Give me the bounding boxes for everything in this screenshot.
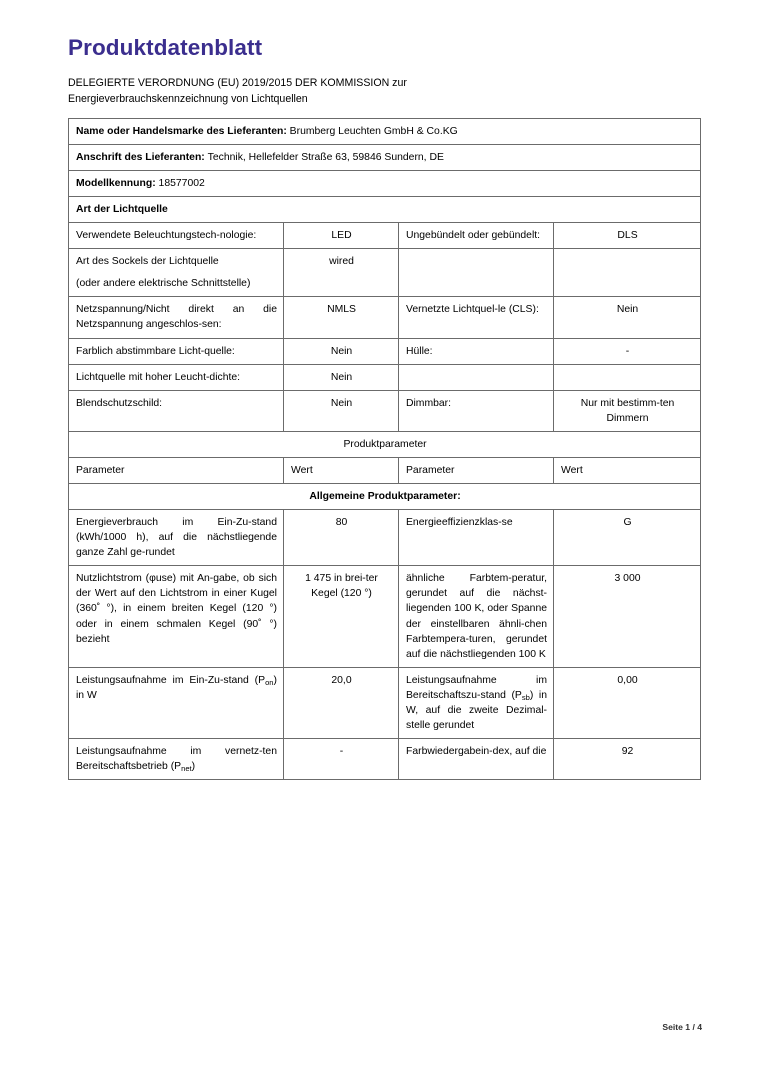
cell-value: 80 [284,510,399,566]
section-header-light-source: Art der Lichtquelle [69,197,701,223]
cell-value: Nein [554,297,701,338]
model-label: Modellkennung: [76,177,156,189]
cell-label-subscript: sb [521,692,530,702]
cell-value: 3 000 [554,566,701,667]
section-header-product-parameters: Produktparameter [69,431,701,457]
cell-label: Verwendete Beleuchtungstech-nologie: [69,223,284,249]
cell-label-subscript: on [265,677,274,687]
cell-label: Farbwiedergabein-dex, auf die [399,739,554,780]
cell-label: ähnliche Farbtem-peratur, gerundet auf die nächst-liegenden 100 K, oder Spanne der einstellbaren ähnli-chen Farbtempera-turen, gerundet auf die nächstliegenden 100 K [399,566,554,667]
cell-value [554,249,701,297]
table-row [69,566,701,667]
cell-label: Farblich abstimmbare Licht-quelle: [69,338,284,364]
supplier-name-label: Name oder Handelsmarke des Lieferanten: [76,125,287,137]
cell-value: Nur mit bestimm-ten Dimmern [554,390,701,431]
table-row-section-general-parameters [69,483,701,509]
intro-line-1: DELEGIERTE VERORDNUNG (EU) 2019/2015 DER KOMMISSION zur [68,77,407,89]
supplier-address-cell [69,144,701,170]
model-cell [69,170,701,196]
table-row [69,338,701,364]
cell-value: G [554,510,701,566]
table-row [69,390,701,431]
cell-label [399,364,554,390]
cell-label [399,249,554,297]
table-row-section-light-source [69,197,701,223]
cell-label [69,667,284,738]
product-data-table [68,118,701,780]
intro-line-2: Energieverbrauchskennzeichnung von Lichtquellen [68,93,308,106]
cell-label-pre: Leistungsaufnahme im Bereitschaftszu-stand (P [406,674,547,701]
cell-value: Nein [284,338,399,364]
cell-label: Nutzlichtstrom (φuse) mit An-gabe, ob sich der Wert auf den Lichtstrom in einer Kugel (360˚ °), in einem breiten Kegel (120 °) oder in einem schmalen Kegel (90˚ °) bezieht [69,566,284,667]
page-footer: Seite 1 / 4 [662,1022,702,1032]
supplier-name-value: Brumberg Leuchten GmbH & Co.KG [289,125,458,137]
column-header-parameter-2: Parameter [399,457,554,483]
supplier-name-cell [69,118,701,144]
cell-value: Nein [284,390,399,431]
cell-label [399,667,554,738]
cell-value: - [284,739,399,780]
cell-label: Dimmbar: [399,390,554,431]
cell-value: 1 475 in brei-ter Kegel (120 °) [284,566,399,667]
cell-label-pre: Leistungsaufnahme im vernetz-ten Bereitschaftsbetrieb (P [76,746,277,773]
cell-value: LED [284,223,399,249]
section-header-general-parameters: Allgemeine Produktparameter: [69,483,701,509]
cell-label-subscript: net [181,764,192,774]
cell-value: - [554,338,701,364]
table-row [69,739,701,780]
cell-value [554,364,701,390]
cell-label [69,739,284,780]
table-row-parameter-header [69,457,701,483]
column-header-value-1: Wert [284,457,399,483]
regulation-intro [68,75,704,108]
cell-label [69,249,284,297]
table-row-section-product-parameters [69,431,701,457]
cell-label-post: ) [191,761,196,773]
table-row [69,364,701,390]
cell-label: Lichtquelle mit hoher Leucht-dichte: [69,364,284,390]
table-row [69,510,701,566]
cell-label-line-2: (oder andere elektrische Schnittstelle) [76,278,251,290]
supplier-address-label: Anschrift des Lieferanten: [76,151,205,163]
cell-label-line-1: Art des Sockels der Lichtquelle [76,256,219,268]
cell-label: Hülle: [399,338,554,364]
cell-label-post: ) in W [76,674,277,701]
cell-value: Nein [284,364,399,390]
column-header-value-2: Wert [554,457,701,483]
cell-value: 0,00 [554,667,701,738]
table-row [69,297,701,338]
table-row-supplier-name [69,118,701,144]
cell-label-pre: Leistungsaufnahme im Ein-Zu-stand (P [76,674,266,686]
cell-label: Ungebündelt oder gebündelt: [399,223,554,249]
cell-label: Energieverbrauch im Ein-Zu-stand (kWh/1000 h), auf die nächstliegende ganze Zahl ge-rundet [69,510,284,566]
cell-value: 20,0 [284,667,399,738]
cell-label: Vernetzte Lichtquel-le (CLS): [399,297,554,338]
page-title: Produktdatenblatt [68,35,263,60]
cell-label: Netzspannung/Nicht direkt an die Netzspannung angeschlos-sen: [69,297,284,338]
cell-value: DLS [554,223,701,249]
supplier-address-value: Technik, Hellefelder Straße 63, 59846 Sundern, DE [207,151,444,163]
table-row-supplier-address [69,144,701,170]
table-row-model [69,170,701,196]
table-row [69,667,701,738]
table-row [69,223,701,249]
cell-value: NMLS [284,297,399,338]
table-row [69,249,701,297]
column-header-parameter-1: Parameter [69,457,284,483]
cell-value: 92 [554,739,701,780]
cell-label: Blendschutzschild: [69,390,284,431]
cell-value: wired [284,249,399,297]
cell-label: Energieeffizienzklas-se [399,510,554,566]
cell-label-post: ) in W, auf die zweite Dezimal-stelle gerundet [406,689,547,731]
model-value: 18577002 [158,177,205,189]
